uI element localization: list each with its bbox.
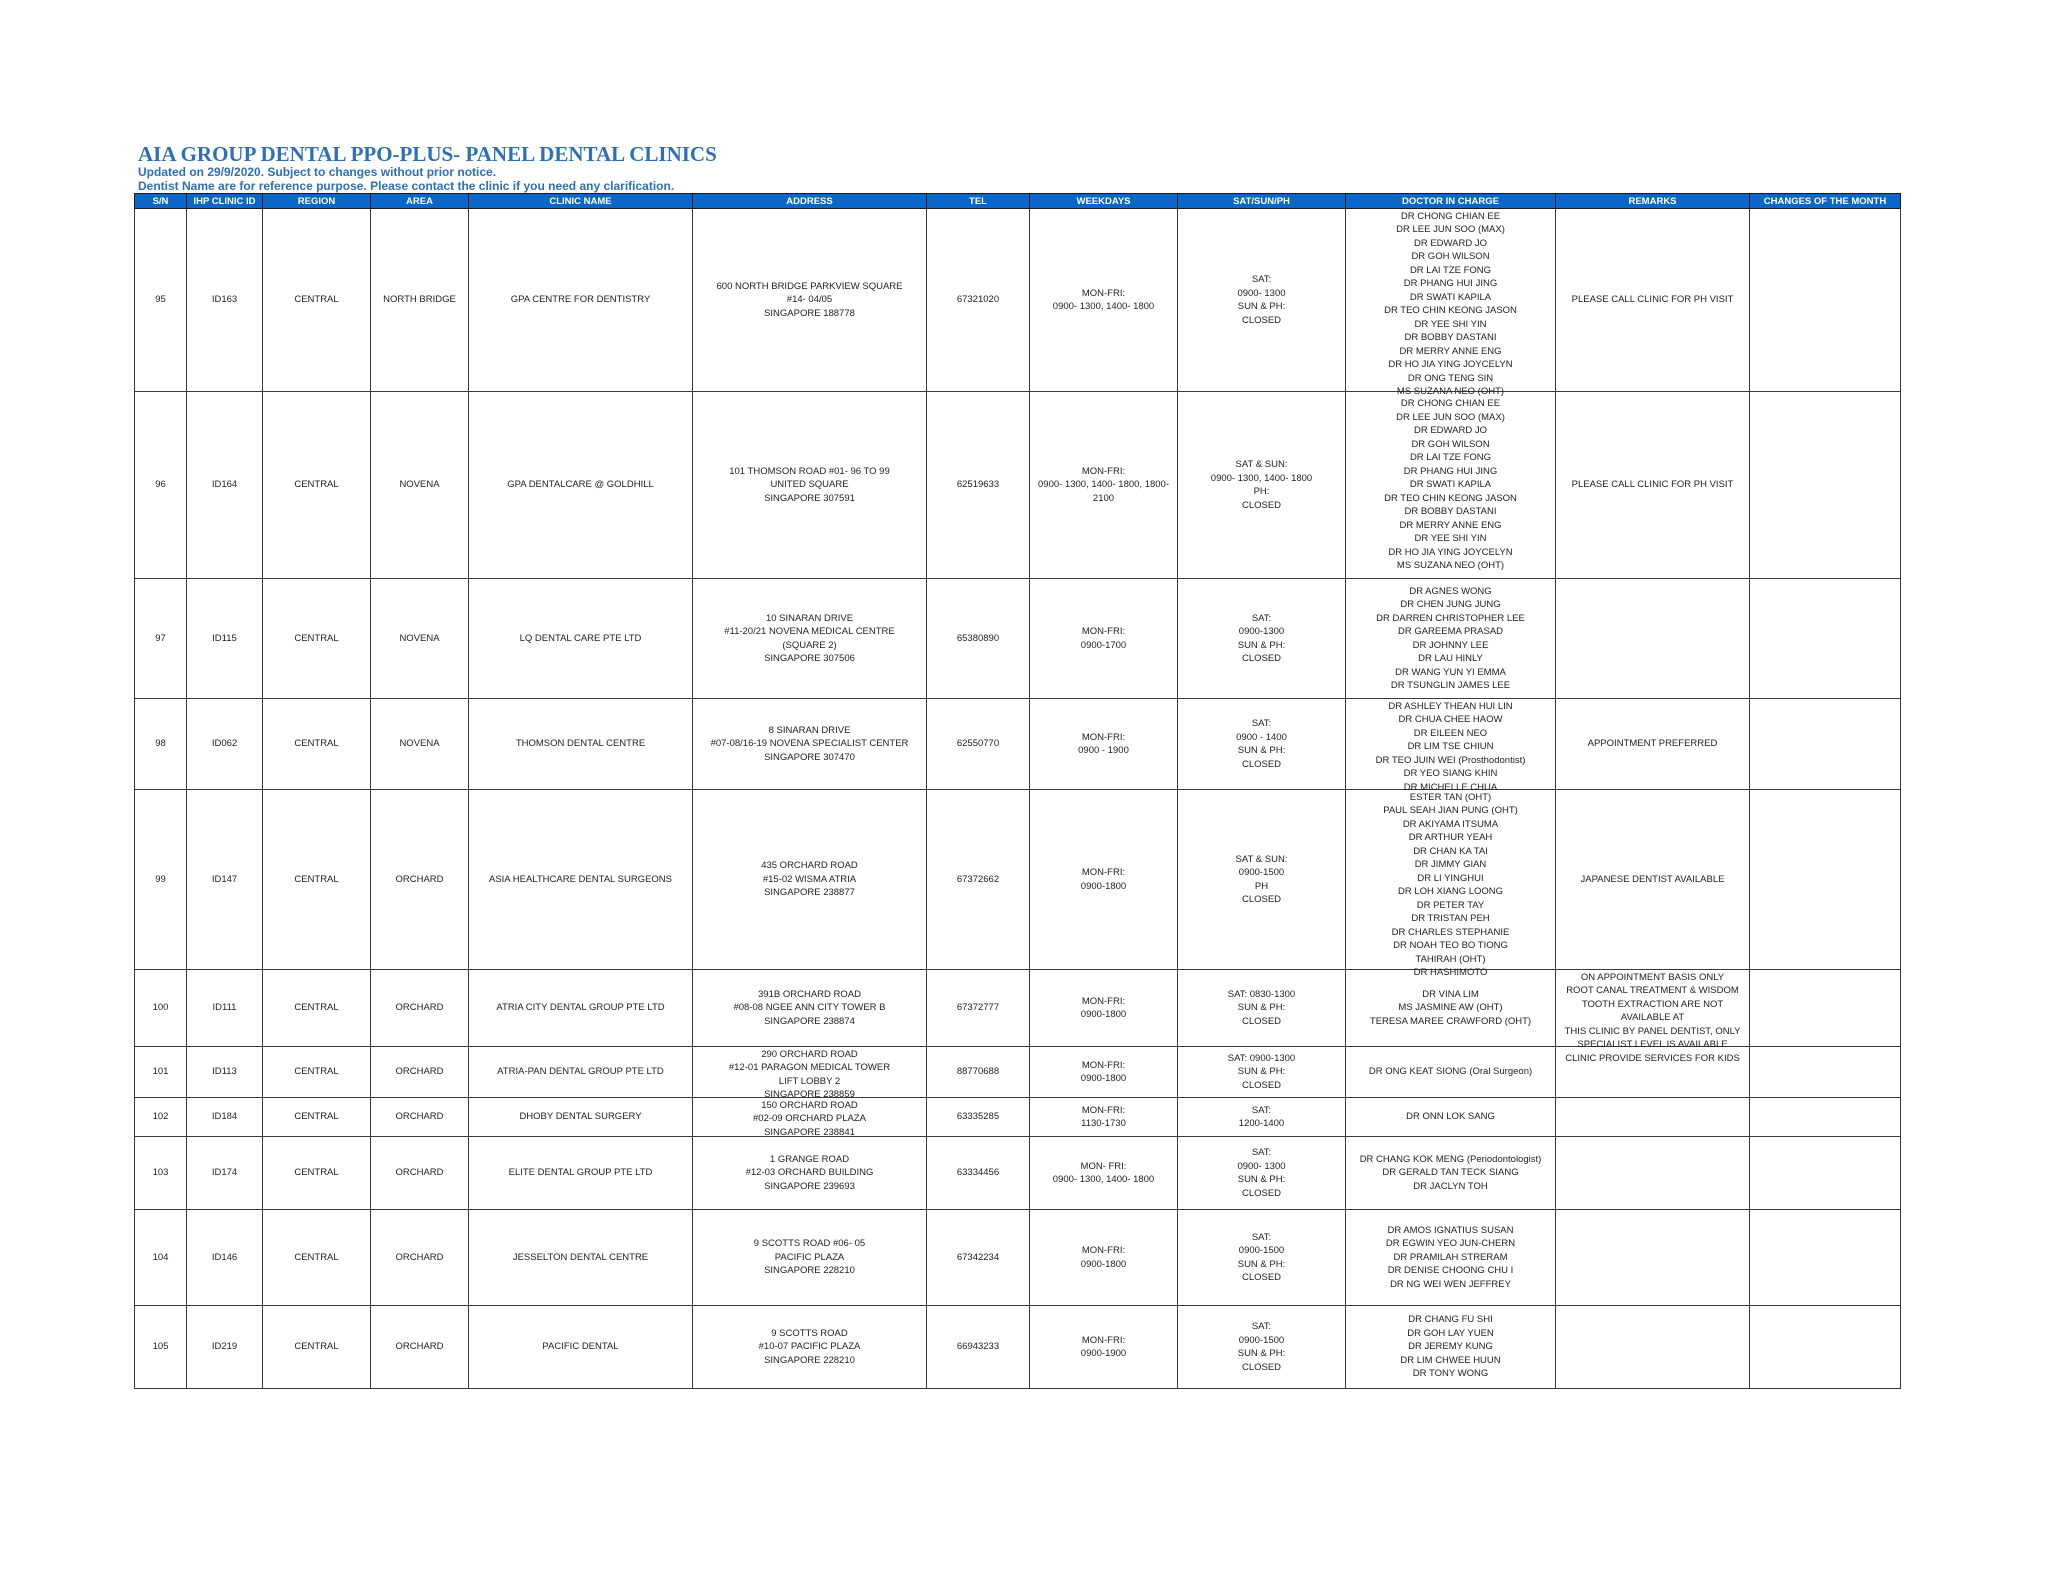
weekdays-hours-cell [1030,1137,1178,1210]
clinic-id-cell-text: ID146 [211,1251,238,1263]
sn-cell [135,1098,187,1137]
sn-cell [135,392,187,579]
weekdays-hours-cell [1030,1306,1178,1389]
weekdays-hours-cell [1030,790,1178,970]
table-row [135,699,1901,790]
weekdays-hours-cell-text: MON-FRI: 0900-1800 [1080,1059,1127,1084]
sn-cell-text: 102 [152,1111,169,1123]
clinic-id-cell-text: ID219 [211,1341,238,1353]
tel-cell-text: 62519633 [956,479,1000,491]
changes-cell [1750,579,1901,699]
tel-cell [927,1047,1030,1098]
remarks-cell [1556,790,1750,970]
changes-cell [1750,699,1901,790]
changes-cell [1750,1210,1901,1306]
address-cell-text: 150 ORCHARD ROAD #02-09 ORCHARD PLAZA SINGAPORE 238841 [753,1099,866,1138]
doctor-in-charge-cell [1346,1137,1556,1210]
changes-cell [1750,392,1901,579]
sn-cell [135,1137,187,1210]
area-cell-text: NOVENA [399,632,440,644]
clinic-name-cell [469,1210,693,1306]
remarks-cell [1556,209,1750,392]
clinic-name-cell [469,1047,693,1098]
tel-cell-text: 67372777 [956,1002,1000,1014]
address-cell [693,1137,927,1210]
clinic-name-cell [469,1137,693,1210]
changes-cell [1750,1137,1901,1210]
clinic-id-cell-text: ID184 [211,1111,238,1123]
weekend-hours-cell-text: SAT: 0900-1300 SUN & PH: CLOSED [1227,1052,1296,1091]
area-cell [371,1137,469,1210]
address-cell-text: 290 ORCHARD ROAD #12-01 PARAGON MEDICAL TOWER LIFT LOBBY 2 SINGAPORE 238859 [728,1048,891,1100]
tel-cell-text: 63334456 [956,1167,1000,1179]
address-cell [693,1047,927,1098]
sn-cell [135,579,187,699]
table-row [135,970,1901,1047]
weekend-hours-cell [1178,209,1346,392]
address-cell [693,970,927,1047]
clinic-id-cell-text: ID115 [212,632,237,644]
table-row [135,579,1901,699]
col-header-changes: CHANGES OF THE MONTH [1750,194,1901,209]
sn-cell-text: 104 [152,1251,169,1263]
tel-cell [927,209,1030,392]
col-header-weekend: SAT/SUN/PH [1178,194,1346,209]
remarks-cell [1556,1137,1750,1210]
region-cell-text: CENTRAL [294,1111,339,1123]
clinic-name-cell-text: JESSELTON DENTAL CENTRE [512,1251,649,1263]
region-cell-text: CENTRAL [294,1167,339,1179]
clinic-id-cell [187,1306,263,1389]
region-cell [263,1137,371,1210]
remarks-cell [1556,392,1750,579]
weekend-hours-cell-text: SAT: 0830-1300 SUN & PH: CLOSED [1227,988,1296,1027]
clinic-id-cell-text: ID163 [211,294,238,306]
area-cell-text: ORCHARD [395,1066,444,1078]
region-cell-text: CENTRAL [294,632,339,644]
weekdays-hours-cell-text: MON-FRI: 0900-1800 [1080,867,1127,892]
changes-cell [1750,1306,1901,1389]
clinic-name-cell [469,1098,693,1137]
table-row [135,1210,1901,1306]
tel-cell [927,970,1030,1047]
clinic-id-cell [187,1137,263,1210]
doctor-in-charge-cell-text: DR ONG KEAT SIONG (Oral Surgeon) [1368,1066,1533,1078]
sn-cell [135,1210,187,1306]
tel-cell-text: 62550770 [956,738,1000,750]
clinic-id-cell [187,1098,263,1137]
weekend-hours-cell-text: SAT: 0900-1300 SUN & PH: CLOSED [1237,612,1286,664]
clinic-id-cell-text: ID111 [212,1002,237,1014]
remarks-cell-text: JAPANESE DENTIST AVAILABLE [1580,873,1725,885]
tel-cell-text: 67321020 [956,294,1000,306]
clinic-id-cell-text: ID062 [211,738,238,750]
clinic-id-cell [187,209,263,392]
region-cell-text: CENTRAL [294,479,339,491]
table-row [135,1306,1901,1389]
doctor-in-charge-cell [1346,1098,1556,1137]
updated-notice: Updated on 29/9/2020. Subject to changes without prior notice. [138,165,497,179]
sn-cell [135,790,187,970]
doctor-in-charge-cell [1346,699,1556,793]
tel-cell [927,579,1030,699]
col-header-area: AREA [371,194,469,209]
col-header-clinic-name: CLINIC NAME [469,194,693,209]
clinic-id-cell [187,579,263,699]
weekdays-hours-cell [1030,392,1178,579]
clinic-name-cell-text: GPA DENTALCARE @ GOLDHILL [507,479,654,491]
remarks-cell [1556,1210,1750,1306]
clinic-id-cell [187,699,263,790]
remarks-cell-text: PLEASE CALL CLINIC FOR PH VISIT [1571,294,1734,306]
area-cell [371,392,469,579]
sn-cell [135,699,187,790]
weekend-hours-cell-text: SAT: 0900 - 1400 SUN & PH: CLOSED [1236,718,1287,770]
clinic-name-cell-text: ATRIA CITY DENTAL GROUP PTE LTD [496,1002,665,1014]
clinic-id-cell [187,790,263,970]
doctor-in-charge-cell [1346,579,1556,699]
changes-cell [1750,1098,1901,1137]
tel-cell [927,699,1030,790]
weekdays-hours-cell-text: MON-FRI: 0900 - 1900 [1078,731,1129,756]
region-cell-text: CENTRAL [294,1341,339,1353]
clinic-id-cell [187,392,263,579]
weekend-hours-cell-text: SAT: 0900-1500 SUN & PH: CLOSED [1237,1321,1286,1373]
remarks-cell [1556,579,1750,699]
clinic-id-cell-text: ID174 [211,1167,238,1179]
doctor-in-charge-cell-text: DR CHANG FU SHI DR GOH LAY YUEN DR JEREMY KUNG DR LIM CHWEE HUUN DR TONY WONG [1400,1314,1501,1380]
address-cell-text: 8 SINARAN DRIVE #07-08/16-19 NOVENA SPECIALIST CENTER SINGAPORE 307470 [710,724,909,763]
clinic-name-cell [469,699,693,790]
weekdays-hours-cell-text: MON- FRI: 0900- 1300, 1400- 1800 [1052,1160,1155,1185]
region-cell [263,1210,371,1306]
tel-cell [927,790,1030,970]
weekend-hours-cell-text: SAT: 1200-1400 [1238,1104,1285,1129]
clinic-id-cell [187,1210,263,1306]
address-cell-text: 101 THOMSON ROAD #01- 96 TO 99 UNITED SQUARE SINGAPORE 307591 [729,465,890,504]
address-cell [693,392,927,579]
weekend-hours-cell-text: SAT: 0900- 1300 SUN & PH: CLOSED [1237,1147,1286,1199]
area-cell-text: ORCHARD [395,1002,444,1014]
weekdays-hours-cell [1030,699,1178,790]
region-cell [263,1098,371,1137]
sn-cell [135,1047,187,1098]
sn-cell-text: 97 [155,632,166,644]
tel-cell-text: 65380890 [956,632,1000,644]
region-cell-text: CENTRAL [294,738,339,750]
doctor-in-charge-cell [1346,392,1556,579]
sn-cell-text: 96 [155,479,166,491]
clinic-name-cell-text: ATRIA-PAN DENTAL GROUP PTE LTD [497,1066,664,1078]
changes-cell [1750,790,1901,970]
region-cell-text: CENTRAL [294,1251,339,1263]
weekend-hours-cell [1178,1306,1346,1389]
col-header-remarks: REMARKS [1556,194,1750,209]
doctor-in-charge-cell [1346,209,1556,397]
table-row [135,1137,1901,1210]
weekdays-hours-cell [1030,209,1178,392]
area-cell [371,579,469,699]
remarks-cell [1556,699,1750,790]
weekend-hours-cell [1178,1137,1346,1210]
sn-cell [135,1306,187,1389]
sn-cell-text: 95 [155,294,166,306]
doctor-in-charge-cell [1346,1210,1556,1306]
address-cell-text: 391B ORCHARD ROAD #08-08 NGEE ANN CITY TOWER B SINGAPORE 238874 [733,988,886,1027]
region-cell [263,1306,371,1389]
tel-cell-text: 67372662 [956,873,1000,885]
weekdays-hours-cell-text: MON-FRI: 0900- 1300, 1400- 1800, 1800- 2100 [1038,465,1169,504]
area-cell-text: ORCHARD [395,1341,444,1353]
region-cell [263,209,371,392]
clinic-name-cell [469,970,693,1047]
address-cell [693,1210,927,1306]
doctor-in-charge-cell-text: DR ONN LOK SANG [1406,1111,1495,1123]
table-row [135,790,1901,970]
sn-cell-text: 99 [155,873,166,885]
region-cell [263,579,371,699]
weekend-hours-cell [1178,1098,1346,1137]
address-cell [693,1306,927,1389]
changes-cell [1750,209,1901,392]
weekdays-hours-cell [1030,1210,1178,1306]
doctor-in-charge-cell-text: DR AMOS IGNATIUS SUSAN DR EGWIN YEO JUN-CHERN DR PRAMILAH STRERAM DR DENISE CHOONG CHU I DR NG WEI WEN JEFFREY [1385,1224,1516,1290]
address-cell [693,579,927,699]
col-header-clinic-id: IHP CLINIC ID [187,194,263,209]
area-cell [371,699,469,790]
doctor-in-charge-cell-text: DR CHANG KOK MENG (Periodontologist) DR GERALD TAN TECK SIANG DR JACLYN TOH [1359,1153,1542,1192]
area-cell [371,1047,469,1098]
weekend-hours-cell-text: SAT & SUN: 0900- 1300, 1400- 1800 PH: CLOSED [1210,459,1313,511]
weekend-hours-cell [1178,790,1346,970]
sn-cell-text: 98 [155,738,166,750]
clinic-id-cell-text: ID147 [211,873,238,885]
weekend-hours-cell [1178,1210,1346,1306]
sn-cell [135,209,187,392]
area-cell [371,1210,469,1306]
clinic-name-cell-text: ELITE DENTAL GROUP PTE LTD [508,1167,653,1179]
region-cell-text: CENTRAL [294,1066,339,1078]
weekend-hours-cell [1178,579,1346,699]
col-header-sn: S/N [135,194,187,209]
area-cell-text: ORCHARD [395,873,444,885]
doctor-in-charge-cell [1346,1047,1556,1098]
address-cell-text: 9 SCOTTS ROAD #06- 05 PACIFIC PLAZA SINGAPORE 228210 [753,1238,866,1277]
table-header-row [135,194,1901,209]
address-cell-text: 1 GRANGE ROAD #12-03 ORCHARD BUILDING SINGAPORE 239693 [745,1153,874,1192]
area-cell [371,790,469,970]
region-cell [263,699,371,790]
area-cell [371,209,469,392]
region-cell [263,790,371,970]
tel-cell-text: 66943233 [956,1341,1000,1353]
clinic-id-cell [187,970,263,1047]
region-cell [263,970,371,1047]
remarks-cell [1556,1306,1750,1389]
page-title: AIA GROUP DENTAL PPO-PLUS- PANEL DENTAL CLINICS [138,142,717,166]
weekend-hours-cell [1178,970,1346,1047]
weekend-hours-cell [1178,1047,1346,1098]
clinic-name-cell-text: DHOBY DENTAL SURGERY [519,1111,642,1123]
table-row [135,392,1901,579]
area-cell [371,1306,469,1389]
remarks-cell-text: APPOINTMENT PREFERRED [1587,738,1718,750]
weekdays-hours-cell-text: MON-FRI: 0900-1700 [1080,626,1127,651]
address-cell [693,699,927,790]
tel-cell-text: 63335285 [956,1111,1000,1123]
weekdays-hours-cell-text: MON-FRI: 0900- 1300, 1400- 1800 [1052,287,1155,312]
clinic-name-cell-text: PACIFIC DENTAL [542,1341,619,1353]
weekdays-hours-cell [1030,970,1178,1047]
clinic-id-cell-text: ID113 [212,1066,237,1078]
remarks-cell [1556,970,1750,1064]
sn-cell-text: 101 [152,1066,169,1078]
weekend-hours-cell [1178,392,1346,579]
remarks-cell [1556,1098,1750,1137]
doctor-in-charge-cell-text: DR CHONG CHIAN EE DR LEE JUN SOO (MAX) DR EDWARD JO DR GOH WILSON DR LAI TZE FONG DR PHANG HUI JING DR SWATI KAPILA DR TEO CHIN KEONG JASON DR YEE SHI YIN DR BOBBY DASTANI DR MERRY ANNE ENG DR HO JIA YING JOYCELYN DR ONG TENG SIN MS SUZANA NEO (OHT) [1384,210,1517,397]
tel-cell-text: 88770688 [956,1066,1000,1078]
area-cell [371,1098,469,1137]
tel-cell-text: 67342234 [956,1251,1000,1263]
address-cell-text: 9 SCOTTS ROAD #10-07 PACIFIC PLAZA SINGAPORE 228210 [758,1327,861,1366]
region-cell [263,392,371,579]
tel-cell [927,392,1030,579]
doctor-in-charge-cell [1346,790,1556,978]
doctor-in-charge-cell-text: DR AGNES WONG DR CHEN JUNG JUNG DR DARREN CHRISTOPHER LEE DR GAREEMA PRASAD DR JOHNNY LEE DR LAU HINLY DR WANG YUN YI EMMA DR TSUNGLIN JAMES LEE [1376,585,1525,691]
clinic-name-cell-text: LQ DENTAL CARE PTE LTD [519,632,642,644]
weekdays-hours-cell-text: MON-FRI: 1130-1730 [1081,1104,1126,1129]
col-header-region: REGION [263,194,371,209]
doctor-in-charge-cell [1346,1306,1556,1389]
clinic-name-cell-text: GPA CENTRE FOR DENTISTRY [510,294,651,306]
area-cell-text: NOVENA [399,479,440,491]
tel-cell [927,1137,1030,1210]
weekend-hours-cell-text: SAT: 0900- 1300 SUN & PH: CLOSED [1237,274,1286,326]
clinic-table [134,193,1901,1389]
doctor-in-charge-cell-text: DR VINA LIM MS JASMINE AW (OHT) TERESA MAREE CRAWFORD (OHT) [1369,988,1532,1027]
address-cell [693,209,927,392]
sn-cell-text: 105 [152,1341,169,1353]
area-cell-text: ORCHARD [395,1251,444,1263]
weekdays-hours-cell-text: MON-FRI: 0900-1800 [1080,995,1127,1020]
col-header-doctor: DOCTOR IN CHARGE [1346,194,1556,209]
region-cell-text: CENTRAL [294,294,339,306]
changes-cell [1750,970,1901,1047]
clinic-id-cell-text: ID164 [211,479,238,491]
remarks-cell-text: ON APPOINTMENT BASIS ONLY ROOT CANAL TREATMENT & WISDOM TOOTH EXTRACTION ARE NOT AVAILABLE AT THIS CLINIC BY PANEL DENTIST, ONLY SPECIALIST LEVEL IS AVAILABLE CLINIC PROVIDE SERVICES FOR KIDS [1564,971,1741,1064]
area-cell-text: ORCHARD [395,1167,444,1179]
table-row [135,209,1901,392]
doctor-in-charge-cell-text: DR ASHLEY THEAN HUI LIN DR CHUA CHEE HAOW DR EILEEN NEO DR LIM TSE CHIUN DR TEO JUIN WEI (Prosthodontist) DR YEO SIANG KHIN DR MICHELLE CHUA [1375,700,1526,793]
sn-cell-text: 103 [152,1167,169,1179]
remarks-cell-text: PLEASE CALL CLINIC FOR PH VISIT [1571,479,1734,491]
tel-cell [927,1306,1030,1389]
address-cell-text: 600 NORTH BRIDGE PARKVIEW SQUARE #14- 04/05 SINGAPORE 188778 [716,280,903,319]
clinic-name-cell [469,392,693,579]
clinic-name-cell [469,209,693,392]
col-header-address: ADDRESS [693,194,927,209]
clinic-name-cell-text: THOMSON DENTAL CENTRE [515,738,646,750]
col-header-tel: TEL [927,194,1030,209]
address-cell [693,1098,927,1137]
region-cell-text: CENTRAL [294,873,339,885]
area-cell-text: ORCHARD [395,1111,444,1123]
weekend-hours-cell-text: SAT: 0900-1500 SUN & PH: CLOSED [1237,1231,1286,1283]
address-cell [693,790,927,970]
tel-cell [927,1210,1030,1306]
reference-note: Dentist Name are for reference purpose. Please contact the clinic if you need any clarification. [138,179,675,193]
address-cell-text: 435 ORCHARD ROAD #15-02 WISMA ATRIA SINGAPORE 238877 [761,860,858,899]
weekend-hours-cell-text: SAT & SUN: 0900-1500 PH CLOSED [1235,853,1288,905]
weekdays-hours-cell [1030,579,1178,699]
weekdays-hours-cell [1030,1047,1178,1098]
col-header-weekdays: WEEKDAYS [1030,194,1178,209]
sn-cell-text: 100 [152,1002,169,1014]
weekdays-hours-cell-text: MON-FRI: 0900-1800 [1080,1245,1127,1270]
sn-cell [135,970,187,1047]
clinic-name-cell [469,1306,693,1389]
weekdays-hours-cell-text: MON-FRI: 0900-1900 [1080,1334,1127,1359]
doctor-in-charge-cell [1346,970,1556,1047]
doctor-in-charge-cell-text: DR CHONG CHIAN EE DR LEE JUN SOO (MAX) DR EDWARD JO DR GOH WILSON DR LAI TZE FONG DR PHANG HUI JING DR SWATI KAPILA DR TEO CHIN KEONG JASON DR BOBBY DASTANI DR MERRY ANNE ENG DR YEE SHI YIN DR HO JIA YING JOYCELYN MS SUZANA NEO (OHT) [1384,398,1517,572]
tel-cell [927,1098,1030,1137]
doctor-in-charge-cell-text: ESTER TAN (OHT) PAUL SEAH JIAN PUNG (OHT) DR AKIYAMA ITSUMA DR ARTHUR YEAH DR CHAN KA TAI DR JIMMY GIAN DR LI YINGHUI DR LOH XIANG LOONG DR PETER TAY DR TRISTAN PEH DR CHARLES STEPHANIE DR NOAH TEO BO TIONG TAHIRAH (OHT) DR HASHIMOTO [1383,791,1518,978]
region-cell-text: CENTRAL [294,1002,339,1014]
document-header [138,143,1898,193]
weekdays-hours-cell [1030,1098,1178,1137]
clinic-name-cell-text: ASIA HEALTHCARE DENTAL SURGEONS [488,873,672,885]
region-cell [263,1047,371,1098]
area-cell-text: NOVENA [399,738,440,750]
area-cell-text: NORTH BRIDGE [383,294,456,306]
table-row [135,1098,1901,1137]
changes-cell [1750,1047,1901,1098]
clinic-name-cell [469,579,693,699]
clinic-id-cell [187,1047,263,1098]
area-cell [371,970,469,1047]
address-cell-text: 10 SINARAN DRIVE #11-20/21 NOVENA MEDICAL CENTRE (SQUARE 2) SINGAPORE 307506 [724,612,895,664]
clinic-name-cell [469,790,693,970]
weekend-hours-cell [1178,699,1346,790]
